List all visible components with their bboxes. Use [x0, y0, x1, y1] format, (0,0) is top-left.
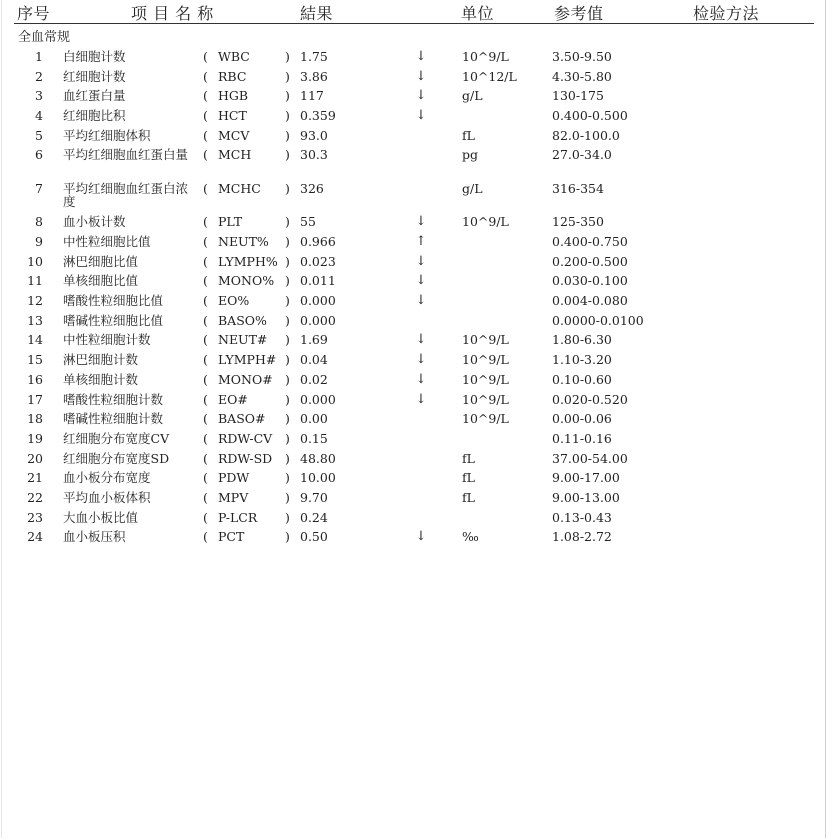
- item-code: PLT: [218, 214, 243, 229]
- open-paren: (: [203, 490, 208, 505]
- row-number: 2: [35, 69, 43, 84]
- item-name: 嗜酸性粒细胞比值: [63, 293, 164, 308]
- reference-range: 27.0-34.0: [552, 147, 612, 162]
- item-code: NEUT#: [218, 332, 268, 347]
- item-code: RDW-CV: [218, 431, 273, 446]
- open-paren: (: [203, 372, 208, 387]
- unit: 10^9/L: [462, 392, 509, 407]
- item-name: 红细胞比积: [63, 108, 126, 123]
- item-code: MCV: [218, 128, 250, 143]
- reference-range: 0.020-0.520: [552, 392, 628, 407]
- reference-range: 125-350: [552, 214, 604, 229]
- abnormal-flag: ↓: [415, 372, 427, 387]
- abnormal-flag: ↓: [415, 88, 427, 103]
- result-value: 30.3: [300, 147, 328, 162]
- close-paren: ): [285, 332, 290, 347]
- result-value: 0.966: [300, 234, 336, 249]
- row-number: 13: [27, 313, 43, 328]
- result-value: 0.15: [300, 431, 328, 446]
- result-value: 0.023: [300, 254, 336, 269]
- item-code: EO%: [218, 293, 250, 308]
- result-value: 1.69: [300, 332, 328, 347]
- table-header: [0, 0, 828, 24]
- reference-range: 9.00-13.00: [552, 490, 620, 505]
- reference-range: 0.13-0.43: [552, 510, 612, 525]
- result-value: 48.80: [300, 451, 336, 466]
- unit: 10^9/L: [462, 411, 509, 426]
- item-name: 血小板计数: [63, 214, 126, 229]
- result-value: 0.24: [300, 510, 328, 525]
- item-code: LYMPH%: [218, 254, 278, 269]
- item-code: MONO%: [218, 273, 275, 288]
- row-number: 23: [27, 510, 43, 525]
- reference-range: 0.030-0.100: [552, 273, 628, 288]
- close-paren: ): [285, 392, 290, 407]
- item-code: WBC: [218, 49, 250, 64]
- close-paren: ): [285, 352, 290, 367]
- item-name: 中性粒细胞计数: [63, 332, 151, 347]
- open-paren: (: [203, 332, 208, 347]
- row-number: 22: [27, 490, 43, 505]
- unit: 10^9/L: [462, 372, 509, 387]
- result-value: 117: [300, 88, 324, 103]
- reference-range: 1.10-3.20: [552, 352, 612, 367]
- close-paren: ): [285, 273, 290, 288]
- row-number: 18: [27, 411, 43, 426]
- unit: ‰: [462, 529, 479, 544]
- item-code: MCHC: [218, 181, 261, 196]
- item-name: 单核细胞计数: [63, 372, 139, 387]
- close-paren: ): [285, 510, 290, 525]
- reference-range: 1.80-6.30: [552, 332, 612, 347]
- result-value: 0.50: [300, 529, 328, 544]
- item-code: PCT: [218, 529, 245, 544]
- open-paren: (: [203, 88, 208, 103]
- reference-range: 9.00-17.00: [552, 470, 620, 485]
- open-paren: (: [203, 273, 208, 288]
- row-number: 5: [35, 128, 43, 143]
- reference-range: 37.00-54.00: [552, 451, 628, 466]
- close-paren: ): [285, 147, 290, 162]
- result-value: 3.86: [300, 69, 328, 84]
- abnormal-flag: ↓: [415, 69, 427, 84]
- row-number: 17: [27, 392, 43, 407]
- open-paren: (: [203, 69, 208, 84]
- reference-range: 4.30-5.80: [552, 69, 612, 84]
- item-name: 血小板分布宽度: [63, 470, 151, 485]
- close-paren: ): [285, 293, 290, 308]
- close-paren: ): [285, 529, 290, 544]
- item-name: 嗜碱性粒细胞计数: [63, 411, 164, 426]
- close-paren: ): [285, 214, 290, 229]
- unit: fL: [462, 128, 475, 143]
- row-number: 6: [35, 147, 43, 162]
- reference-range: 82.0-100.0: [552, 128, 620, 143]
- row-number: 8: [35, 214, 43, 229]
- header-divider: [14, 23, 814, 24]
- row-number: 14: [27, 332, 43, 347]
- reference-range: 0.004-0.080: [552, 293, 628, 308]
- result-value: 93.0: [300, 128, 328, 143]
- open-paren: (: [203, 214, 208, 229]
- close-paren: ): [285, 470, 290, 485]
- open-paren: (: [203, 352, 208, 367]
- result-value: 0.000: [300, 313, 336, 328]
- row-number: 15: [27, 352, 43, 367]
- item-code: MPV: [218, 490, 249, 505]
- abnormal-flag: ↑: [415, 234, 427, 249]
- row-number: 11: [27, 273, 43, 288]
- item-code: EO#: [218, 392, 248, 407]
- close-paren: ): [285, 411, 290, 426]
- open-paren: (: [203, 510, 208, 525]
- row-number: 4: [35, 108, 43, 123]
- item-name: 淋巴细胞计数: [63, 352, 139, 367]
- open-paren: (: [203, 49, 208, 64]
- item-name: 血红蛋白量: [63, 88, 126, 103]
- header-result: 結果: [300, 4, 334, 23]
- item-name: 嗜酸性粒细胞计数: [63, 392, 164, 407]
- abnormal-flag: ↓: [415, 49, 427, 64]
- unit: g/L: [462, 181, 483, 196]
- reference-range: 130-175: [552, 88, 604, 103]
- header-item-name: 项 目 名 称: [131, 4, 214, 23]
- close-paren: ): [285, 69, 290, 84]
- reference-range: 0.400-0.500: [552, 108, 628, 123]
- item-code: MONO#: [218, 372, 273, 387]
- close-paren: ): [285, 128, 290, 143]
- row-number: 1: [35, 49, 43, 64]
- reference-range: 0.10-0.60: [552, 372, 612, 387]
- item-code: PDW: [218, 470, 250, 485]
- result-value: 0.00: [300, 411, 328, 426]
- close-paren: ): [285, 49, 290, 64]
- close-paren: ): [285, 181, 290, 196]
- item-code: RBC: [218, 69, 247, 84]
- result-value: 0.011: [300, 273, 336, 288]
- result-value: 326: [300, 181, 324, 196]
- abnormal-flag: ↓: [415, 273, 427, 288]
- row-number: 9: [35, 234, 43, 249]
- open-paren: (: [203, 431, 208, 446]
- item-name: 白细胞计数: [63, 49, 126, 64]
- reference-range: 316-354: [552, 181, 604, 196]
- item-code: NEUT%: [218, 234, 269, 249]
- reference-range: 0.00-0.06: [552, 411, 612, 426]
- abnormal-flag: ↓: [415, 293, 427, 308]
- abnormal-flag: ↓: [415, 214, 427, 229]
- result-value: 0.359: [300, 108, 336, 123]
- result-value: 0.000: [300, 392, 336, 407]
- unit: 10^9/L: [462, 332, 509, 347]
- close-paren: ): [285, 254, 290, 269]
- item-code: MCH: [218, 147, 252, 162]
- row-number: 3: [35, 88, 43, 103]
- item-code: P-LCR: [218, 510, 258, 525]
- open-paren: (: [203, 234, 208, 249]
- unit: 10^9/L: [462, 49, 509, 64]
- abnormal-flag: ↓: [415, 392, 427, 407]
- unit: fL: [462, 470, 475, 485]
- item-name: 平均红细胞血红蛋白浓度: [63, 181, 189, 209]
- item-name: 大血小板比值: [63, 510, 139, 525]
- unit: 10^9/L: [462, 214, 509, 229]
- open-paren: (: [203, 128, 208, 143]
- close-paren: ): [285, 490, 290, 505]
- open-paren: (: [203, 293, 208, 308]
- open-paren: (: [203, 451, 208, 466]
- item-code: BASO%: [218, 313, 267, 328]
- header-no: 序号: [17, 4, 51, 23]
- abnormal-flag: ↓: [415, 108, 427, 123]
- reference-range: 1.08-2.72: [552, 529, 612, 544]
- open-paren: (: [203, 181, 208, 196]
- abnormal-flag: ↓: [415, 529, 427, 544]
- reference-range: 0.11-0.16: [552, 431, 612, 446]
- item-code: HGB: [218, 88, 249, 103]
- row-number: 7: [35, 181, 43, 196]
- row-number: 21: [27, 470, 43, 485]
- close-paren: ): [285, 451, 290, 466]
- unit: pg: [462, 147, 479, 162]
- header-unit: 单位: [461, 4, 495, 23]
- result-value: 0.02: [300, 372, 328, 387]
- result-value: 0.04: [300, 352, 328, 367]
- result-value: 9.70: [300, 490, 328, 505]
- item-name: 中性粒细胞比值: [63, 234, 151, 249]
- open-paren: (: [203, 529, 208, 544]
- item-name: 红细胞分布宽度CV: [63, 431, 170, 446]
- section-title: 全血常规: [18, 30, 71, 45]
- row-number: 12: [27, 293, 43, 308]
- abnormal-flag: ↓: [415, 352, 427, 367]
- item-code: HCT: [218, 108, 247, 123]
- item-name: 平均血小板体积: [63, 490, 151, 505]
- row-number: 24: [27, 529, 43, 544]
- row-number: 20: [27, 451, 43, 466]
- item-name: 血小板压积: [63, 529, 126, 544]
- reference-range: 0.0000-0.0100: [552, 313, 644, 328]
- item-code: RDW-SD: [218, 451, 273, 466]
- abnormal-flag: ↓: [415, 254, 427, 269]
- result-value: 1.75: [300, 49, 328, 64]
- close-paren: ): [285, 431, 290, 446]
- unit: 10^12/L: [462, 69, 517, 84]
- open-paren: (: [203, 392, 208, 407]
- header-method: 检验方法: [693, 4, 760, 23]
- row-number: 10: [27, 254, 43, 269]
- open-paren: (: [203, 470, 208, 485]
- open-paren: (: [203, 147, 208, 162]
- open-paren: (: [203, 313, 208, 328]
- item-name: 平均红细胞血红蛋白量: [63, 147, 189, 162]
- header-reference: 参考值: [554, 4, 604, 23]
- close-paren: ): [285, 234, 290, 249]
- unit: 10^9/L: [462, 352, 509, 367]
- abnormal-flag: ↓: [415, 332, 427, 347]
- result-value: 10.00: [300, 470, 336, 485]
- reference-range: 3.50-9.50: [552, 49, 612, 64]
- open-paren: (: [203, 411, 208, 426]
- close-paren: ): [285, 372, 290, 387]
- result-value: 0.000: [300, 293, 336, 308]
- item-name: 红细胞计数: [63, 69, 126, 84]
- close-paren: ): [285, 108, 290, 123]
- item-name: 嗜碱性粒细胞比值: [63, 313, 164, 328]
- item-code: BASO#: [218, 411, 266, 426]
- close-paren: ): [285, 313, 290, 328]
- unit: g/L: [462, 88, 483, 103]
- result-value: 55: [300, 214, 316, 229]
- close-paren: ): [285, 88, 290, 103]
- open-paren: (: [203, 254, 208, 269]
- item-name: 平均红细胞体积: [63, 128, 151, 143]
- item-name: 单核细胞比值: [63, 273, 139, 288]
- item-name: 红细胞分布宽度SD: [63, 451, 170, 466]
- row-number: 16: [27, 372, 43, 387]
- unit: fL: [462, 490, 475, 505]
- item-name: 淋巴细胞比值: [63, 254, 139, 269]
- open-paren: (: [203, 108, 208, 123]
- row-number: 19: [27, 431, 43, 446]
- item-code: LYMPH#: [218, 352, 277, 367]
- unit: fL: [462, 451, 475, 466]
- reference-range: 0.400-0.750: [552, 234, 628, 249]
- reference-range: 0.200-0.500: [552, 254, 628, 269]
